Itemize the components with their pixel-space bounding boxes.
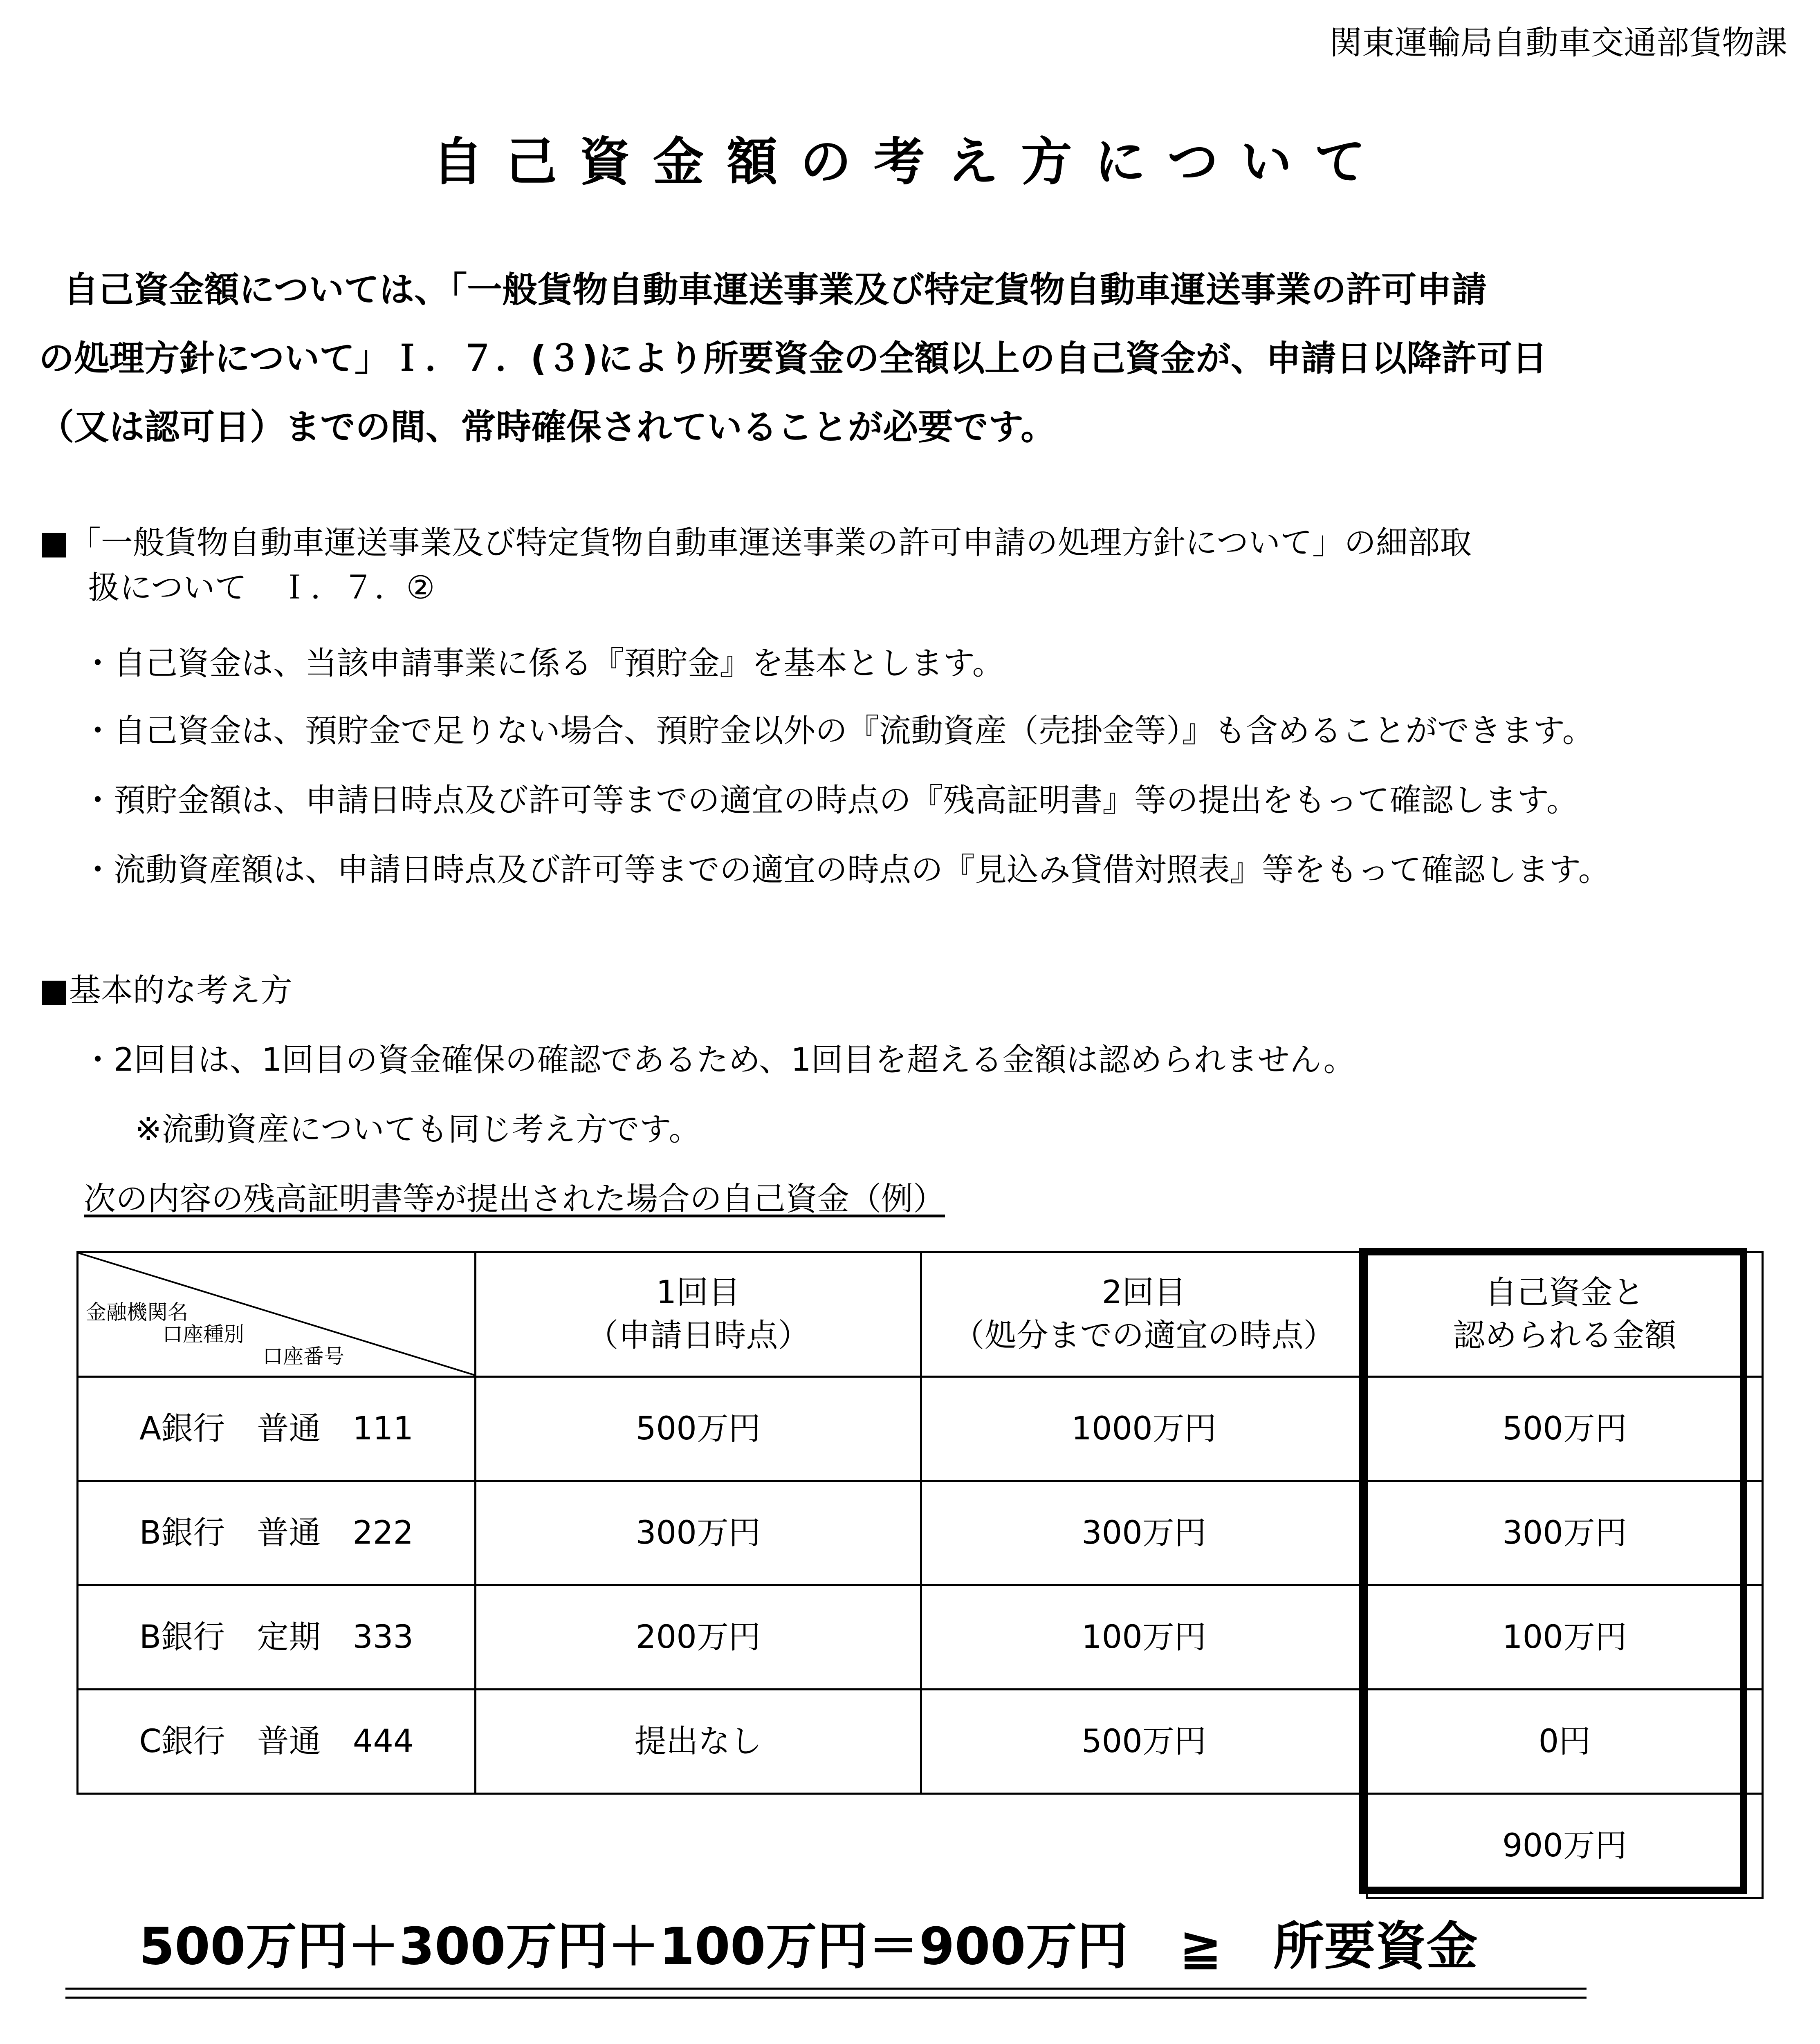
first-cell: 提出なし <box>476 1690 921 1794</box>
total-cell: 900万円 <box>1367 1794 1763 1898</box>
intro-line: （又は認可日）までの間、常時確保されていることが必要です。 <box>39 407 1056 448</box>
header-recognized-line2: 認められる金額 <box>1453 1317 1676 1354</box>
account-cell: B銀行 普通 222 <box>78 1481 476 1585</box>
header-first <box>476 1252 921 1377</box>
basic-heading: ■基本的な考え方 <box>39 972 292 1009</box>
corner-label-account-number: 口座番号 <box>263 1345 344 1368</box>
recognized-cell: 500万円 <box>1367 1377 1763 1481</box>
table-row <box>78 1377 1763 1481</box>
header-first-line2: （申請日時点） <box>586 1317 810 1354</box>
table-header-row <box>78 1252 1763 1377</box>
second-cell: 500万円 <box>921 1690 1367 1794</box>
department-name: 関東運輸局自動車交通部貨物課 <box>1329 24 1787 62</box>
intro-paragraph <box>39 256 1789 462</box>
header-recognized-line1: 自己資金と <box>1485 1274 1645 1311</box>
header-second-line2: （処分までの適宜の時点） <box>952 1317 1335 1354</box>
formula-underline <box>65 1988 1587 1990</box>
detail-bullet: ・自己資金は、当該申請事業に係る『預貯金』を基本とします。 <box>82 645 1004 682</box>
recognized-cell: 300万円 <box>1367 1481 1763 1585</box>
header-first-line1: 1回目 <box>656 1274 741 1311</box>
header-second <box>921 1252 1367 1377</box>
recognized-cell: 0円 <box>1367 1690 1763 1794</box>
formula: 500万円＋300万円＋100万円＝900万円 ≧ 所要資金 <box>139 1917 1478 1976</box>
intro-line: の処理方針について」Ｉ．７．(３)により所要資金の全額以上の自己資金が、申請日以降許可日 <box>39 338 1547 379</box>
notes-heading <box>25 2038 216 2044</box>
detail-heading: ■「一般貨物自動車運送事業及び特定貨物自動車運送事業の許可申請の処理方針について」の細部取 <box>39 524 1472 561</box>
basic-note: ※流動資産についても同じ考え方です。 <box>135 1111 701 1148</box>
table-row <box>78 1690 1763 1794</box>
corner-cell <box>78 1252 476 1377</box>
example-table <box>76 1251 1764 1899</box>
account-cell: A銀行 普通 111 <box>78 1377 476 1481</box>
corner-label-institution: 金融機関名 <box>86 1300 188 1324</box>
page-title: 自己資金額の考え方について <box>432 132 1388 192</box>
detail-bullet: ・自己資金は、預貯金で足りない場合、預貯金以外の『流動資産（売掛金等）』も含めることができます。 <box>82 713 1594 749</box>
intro-line: 自己資金額については、「一般貨物自動車運送事業及び特定貨物自動車運送事業の許可申請 <box>63 269 1487 310</box>
first-cell: 300万円 <box>476 1481 921 1585</box>
detail-bullet: ・流動資産額は、申請日時点及び許可等までの適宜の時点の『見込み貸借対照表』等をもって確認します。 <box>82 852 1610 888</box>
example-caption: 次の内容の残高証明書等が提出された場合の自己資金（例） <box>84 1181 945 1217</box>
first-cell: 200万円 <box>476 1585 921 1690</box>
detail-bullet: ・預貯金額は、申請日時点及び許可等までの適宜の時点の『残高証明書』等の提出をもって確認します。 <box>82 782 1578 819</box>
account-cell: B銀行 定期 333 <box>78 1585 476 1690</box>
corner-label-account-type: 口座種別 <box>162 1322 244 1346</box>
second-cell: 1000万円 <box>921 1377 1367 1481</box>
total-row <box>78 1794 1763 1898</box>
table-row <box>78 1481 1763 1585</box>
second-cell: 100万円 <box>921 1585 1367 1690</box>
detail-heading-cont: 扱について Ｉ．７．② <box>88 569 435 606</box>
table-row <box>78 1585 1763 1690</box>
header-recognized <box>1367 1252 1763 1377</box>
recognized-cell: 100万円 <box>1367 1585 1763 1690</box>
basic-line: ・2回目は、1回目の資金確保の確認であるため、1回目を超える金額は認められません。 <box>82 1042 1355 1078</box>
first-cell: 500万円 <box>476 1377 921 1481</box>
second-cell: 300万円 <box>921 1481 1367 1585</box>
formula-underline <box>65 1997 1587 1999</box>
account-cell: C銀行 普通 444 <box>78 1690 476 1794</box>
header-second-line1: 2回目 <box>1102 1274 1186 1311</box>
